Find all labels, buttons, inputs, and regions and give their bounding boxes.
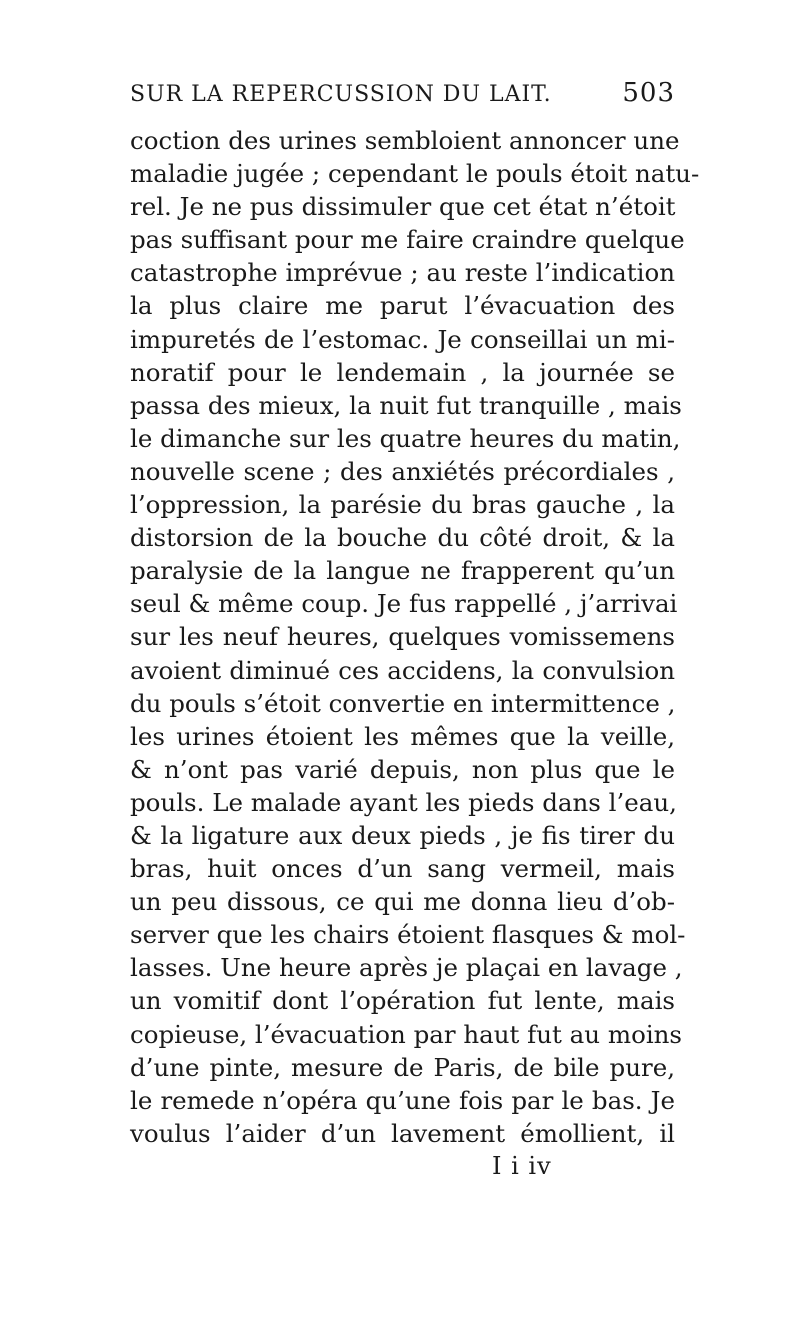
text-line: copieuse, l’évacuation par haut fut au moins bbox=[130, 1019, 683, 1049]
text-line: lasses. Une heure après je plaçai en lavage , bbox=[130, 953, 683, 983]
text-line: maladie jugée ; cependant le pouls étoit natu- bbox=[130, 159, 700, 189]
text-line: d’une pinte, mesure de Paris, de bile pure, bbox=[130, 1052, 675, 1082]
text-line: impuretés de l’estomac. Je conseillai un mi- bbox=[130, 324, 675, 354]
text-block bbox=[130, 78, 700, 1150]
text-line: noratif pour le lendemain , la journée se bbox=[130, 357, 675, 387]
text-line: bras, huit onces d’un sang vermeil, mais bbox=[130, 854, 675, 884]
text-line: catastrophe imprévue ; au reste l’indication bbox=[130, 258, 675, 288]
text-line: l’oppression, la parésie du bras gauche , la bbox=[130, 490, 675, 520]
running-title: SUR LA REPERCUSSION DU LAIT. bbox=[130, 82, 552, 107]
text-line: du pouls s’étoit convertie en intermittence , bbox=[130, 688, 676, 718]
text-line: & n’ont pas varié depuis, non plus que le bbox=[130, 754, 675, 784]
page-number: 503 bbox=[622, 78, 675, 108]
text-line: distorsion de la bouche du côté droit, & la bbox=[130, 523, 675, 553]
text-line: pouls. Le malade ayant les pieds dans l’eau, bbox=[130, 787, 677, 817]
text-line: passa des mieux, la nuit fut tranquille , mais bbox=[130, 390, 682, 420]
text-line: coction des urines sembloient annoncer une bbox=[130, 126, 680, 155]
body-text bbox=[130, 124, 700, 1150]
text-line: un vomitif dont l’opération fut lente, mais bbox=[130, 986, 675, 1016]
text-line: rel. Je ne pus dissimuler que cet état n’étoit bbox=[130, 192, 676, 222]
running-head bbox=[130, 78, 675, 122]
text-line: le dimanche sur les quatre heures du matin, bbox=[130, 423, 681, 453]
text-line: seul & même coup. Je fus rappellé , j’arrivai bbox=[130, 589, 678, 619]
text-line: les urines étoient les mêmes que la veille, bbox=[130, 721, 675, 751]
text-line: le remede n’opéra qu’une fois par le bas. Je bbox=[130, 1085, 675, 1115]
text-line: avoient diminué ces accidens, la convulsion bbox=[130, 655, 675, 685]
signature-mark: I i iv bbox=[492, 1152, 552, 1180]
text-line: sur les neuf heures, quelques vomissemens bbox=[130, 622, 675, 652]
text-line: & la ligature aux deux pieds , je fis tirer du bbox=[130, 820, 675, 850]
text-line: voulus l’aider d’un lavement émollient, il bbox=[130, 1118, 675, 1148]
text-line: server que les chairs étoient flasques & mol- bbox=[130, 920, 686, 950]
text-line: pas suffisant pour me faire craindre quelque bbox=[130, 225, 685, 255]
text-line: paralysie de la langue ne frapperent qu’un bbox=[130, 556, 675, 586]
text-line: nouvelle scene ; des anxiétés précordiales , bbox=[130, 456, 675, 486]
text-line: un peu dissous, ce qui me donna lieu d’ob- bbox=[130, 887, 675, 917]
text-line: la plus claire me parut l’évacuation des bbox=[130, 291, 675, 321]
